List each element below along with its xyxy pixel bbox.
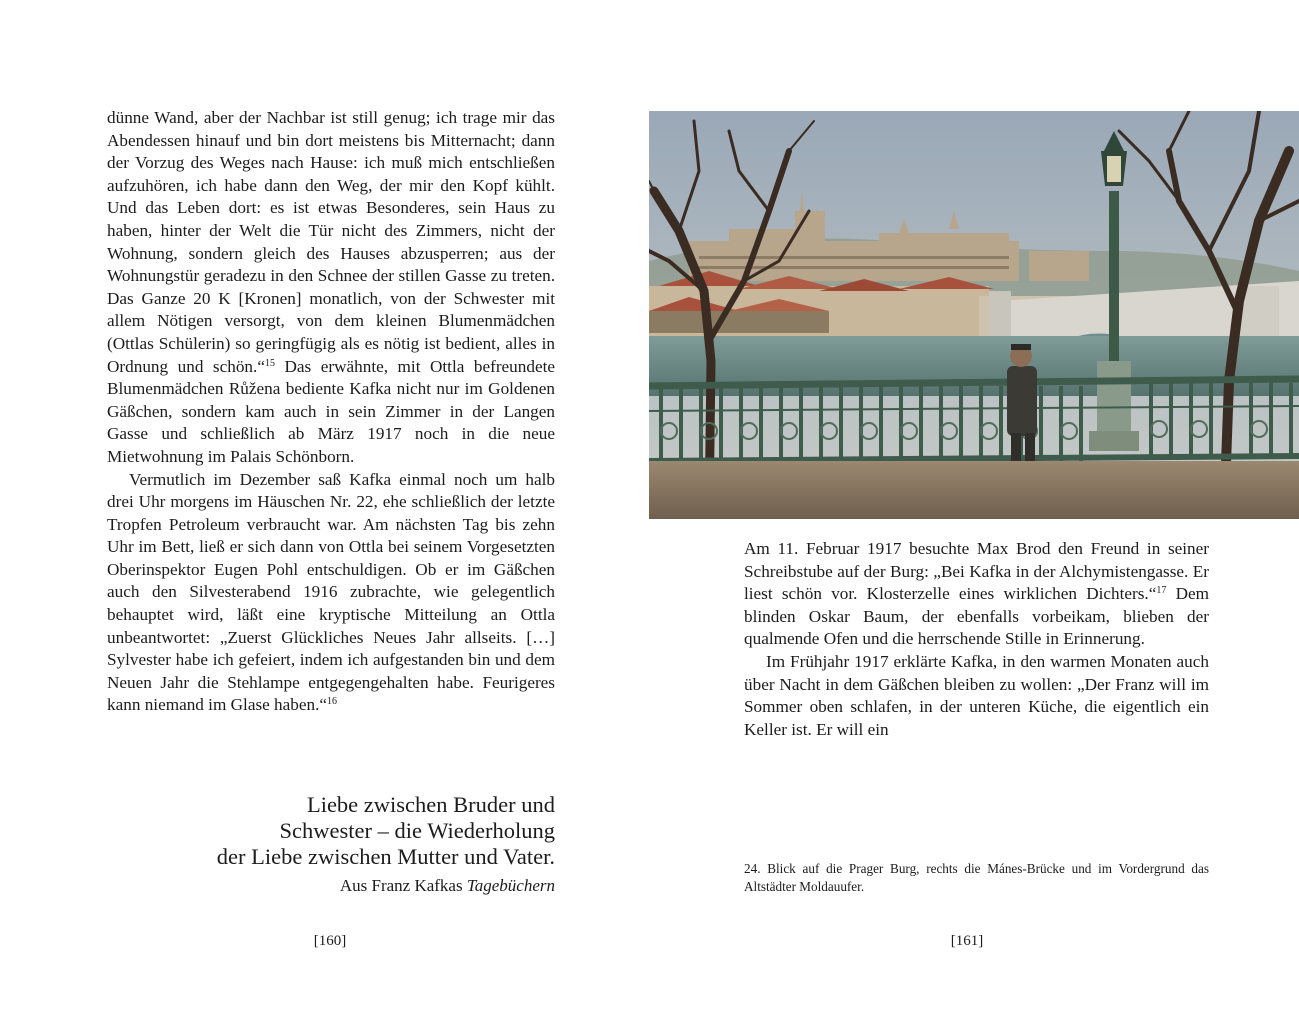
- footnote-ref-17[interactable]: 17: [1156, 585, 1167, 597]
- photo-caption: 24. Blick auf die Prager Burg, rechts die Mánes-Brücke und im Vordergrund das Altstädter Moldauufer.: [744, 861, 1209, 894]
- right-body-text: [744, 538, 1209, 741]
- prague-castle-photo: [649, 111, 1299, 519]
- left-body-text: [107, 107, 555, 717]
- epigraph-line: Liebe zwischen Bruder und: [306, 792, 555, 817]
- footnote-ref-15[interactable]: 15: [264, 357, 275, 369]
- footnote-ref-16[interactable]: 16: [327, 696, 338, 708]
- right-page: [649, 0, 1299, 1028]
- left-page: [0, 0, 649, 1028]
- epigraph-quote: [107, 792, 555, 870]
- embankment-ground: [649, 461, 1299, 519]
- photo-illustration: [649, 111, 1299, 519]
- page-number-left: [160]: [313, 933, 347, 949]
- right-paragraph-1: Am 11. Februar 1917 besuchte Max Brod den Freund in seiner Schreibstube auf der Burg: „Bei Kafka in der Alchymistengasse. Er liest schön vor. Klosterzelle eines wirklichen Dichters.“$^{17}$ Dem blinden Oskar Baum, der ebenfalls vorbeikam, blieben der qualmende Ofen und die herrschende Stille in Erinnerung.: [744, 539, 1209, 649]
- page-number-right: [161]: [950, 933, 984, 949]
- epigraph: [107, 792, 555, 896]
- epigraph-line: Schwester – die Wiederholung: [279, 818, 555, 843]
- right-paragraph-2: Im Frühjahr 1917 erklärte Kafka, in den warmen Monaten auch über Nacht in dem Gäßchen bleiben zu wollen: „Der Franz will im Sommer oben schlafen, in der unteren Küche, die eigentlich ein Keller ist. Er will ein: [744, 651, 1209, 739]
- epigraph-source-title: Tagebüchern: [466, 876, 555, 895]
- left-paragraph-1: dünne Wand, aber der Nachbar ist still genug; ich trage mir das Abendessen hinauf und bin dort meistens bis Mitternacht; dann der Vorzug des Weges nach Hause: ich muß mich entschließen aufzuhören, ich habe dann den Weg, der mir den Kopf kühlt. Und das Leben dort: es ist etwas Besonderes, sein Haus zu haben, hinter der Welt die Tür nicht des Zimmers, nicht der Wohnung, sondern gleich des Hauses abzusperren; aus der Wohnungstür geradezu in den Schnee der stillen Gasse zu treten. Das Ganze 20 K [Kronen] monatlich, von der Schwester mit allem Nötigen versorgt, von dem kleinen Blumenmädchen (Ottlas Schülerin) so geringfügig als es nötig ist bedient, alles in Ordnung und schön.“$^{15}$ Das erwähnte, mit Ottla befreundete Blumenmädchen Růžena bediente Kafka nicht nur im Goldenen Gäßchen, sondern kam auch in sein Zimmer in der Langen Gasse und schließlich ab März 1917 noch in die neue Mietwohnung im Palais Schönborn.: [107, 108, 555, 466]
- epigraph-source: Aus Franz Kafkas Tagebüchern: [339, 876, 555, 895]
- left-paragraph-2: Vermutlich im Dezember saß Kafka einmal noch um halb drei Uhr morgens im Häuschen Nr. 22, ehe schließlich der letzte Tropfen Petroleum verbraucht war. Am nächsten Tag bis zehn Uhr im Bett, ließ er sich dann von Ottla bei seinem Vorgesetzten Oberinspektor Eugen Pohl entschuldigen. Ob er im Gäßchen auch den Silvesterabend 1916 zubrachte, wie gelegentlich behauptet wird, läßt eine kryptische Mitteilung an Ottla unbeantwortet: „Zuerst Glückliches Neues Jahr allseits. […] Sylvester habe ich gefeiert, indem ich aufgestanden bin und dem Neuen Jahr die Stehlampe entgegengehalten habe. Feurigeres kann niemand im Glase haben.“$^{16}$: [107, 469, 555, 715]
- epigraph-line: der Liebe zwischen Mutter und Vater.: [216, 844, 555, 869]
